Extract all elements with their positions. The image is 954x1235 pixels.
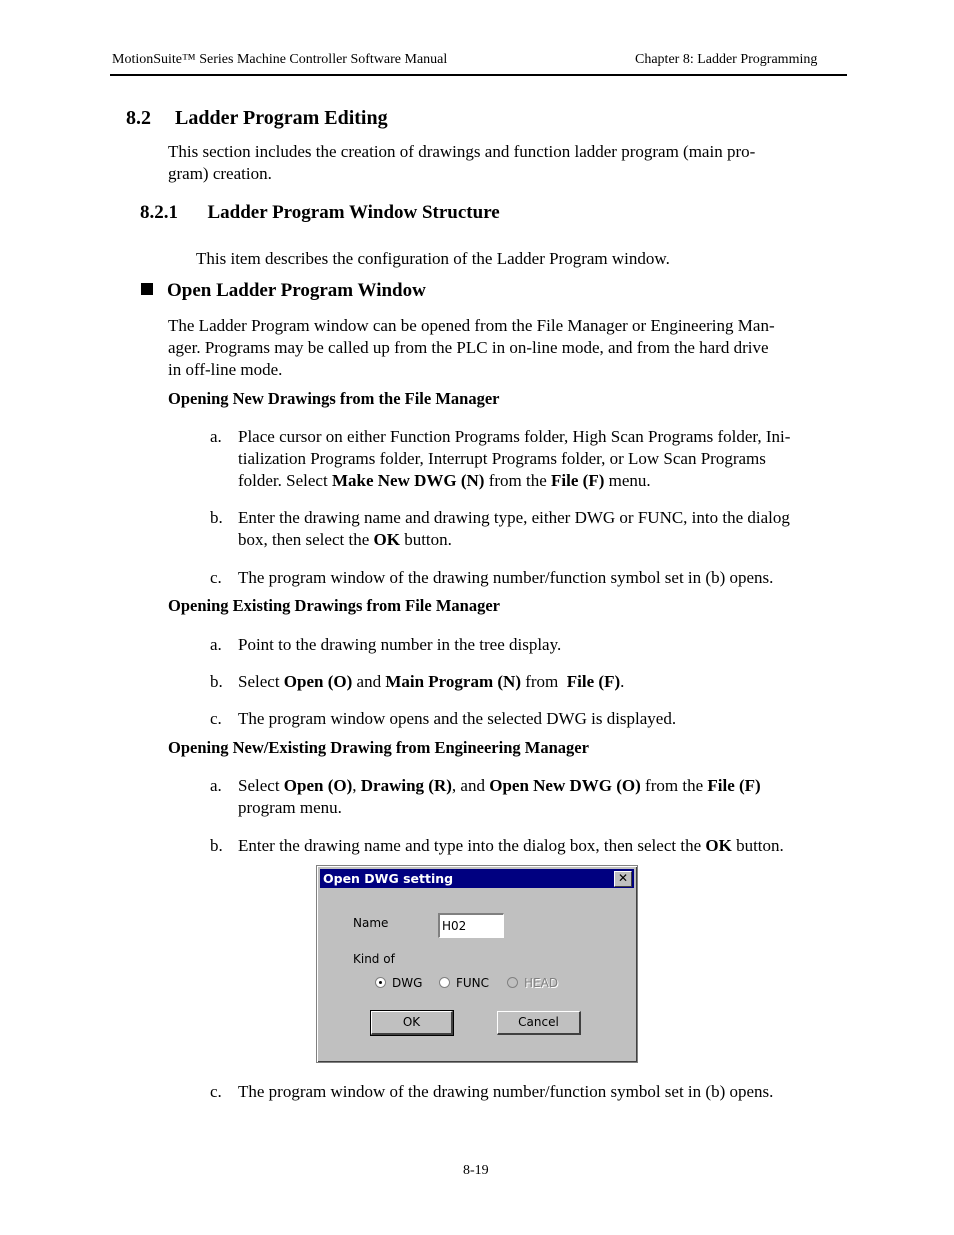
radio-selected-icon	[375, 977, 386, 988]
ok-button[interactable]: OK	[371, 1011, 453, 1035]
menu-command: File (F)	[551, 471, 605, 490]
dialog-title: Open DWG setting	[323, 871, 454, 886]
menu-command: Open (O)	[283, 776, 353, 795]
list-item-line: The program window opens and the selected DWG is displayed.	[238, 709, 677, 728]
menu-command: Open New DWG (O)	[489, 776, 641, 795]
radio-label: DWG	[392, 976, 423, 990]
text-run: , and	[451, 776, 490, 795]
list-item-line: Place cursor on either Function Programs folder, High Scan Programs folder, Ini-	[238, 427, 791, 446]
text-run: from the	[640, 776, 708, 795]
list-item-line: Point to the drawing number in the tree display.	[238, 635, 562, 654]
list-item-line: The program window of the drawing number/function symbol set in (b) opens.	[238, 1082, 774, 1101]
menu-command: OK	[373, 530, 400, 549]
list-marker: b.	[210, 672, 223, 691]
menu-command: Make New DWG (N)	[331, 471, 485, 490]
text-run: Select	[238, 776, 284, 795]
radio-head[interactable]	[507, 976, 579, 992]
section-heading	[126, 107, 388, 130]
list-item-line: The program window of the drawing number/function symbol set in (b) opens.	[238, 568, 774, 587]
topic-paragraph	[168, 315, 775, 381]
section-intro	[168, 141, 755, 185]
topic-paragraph-line: in off-line mode.	[168, 360, 283, 379]
list-marker: b.	[210, 836, 223, 855]
text-run: box, then select the	[238, 530, 374, 549]
dialog-title-bar	[320, 869, 634, 888]
text-run: button.	[731, 836, 784, 855]
text-run: ,	[352, 776, 361, 795]
cancel-button[interactable]: Cancel	[497, 1011, 581, 1035]
subsection-number: 8.2.1	[140, 202, 178, 223]
header-rule	[110, 74, 847, 76]
menu-command: File (F)	[566, 672, 621, 691]
radio-dwg[interactable]	[375, 976, 447, 992]
text-run: folder. Select	[238, 471, 332, 490]
topic-heading	[141, 280, 426, 302]
text-run: from the	[484, 471, 552, 490]
running-header-chapter: Chapter 8: Ladder Programming	[635, 52, 818, 67]
text-run: button.	[399, 530, 452, 549]
list-marker: c.	[210, 568, 222, 587]
list-item-line: Enter the drawing name and drawing type, either DWG or FUNC, into the dialog	[238, 508, 790, 527]
list-item-line: tialization Programs folder, Interrupt Programs folder, or Low Scan Programs	[238, 449, 766, 468]
procedure-heading: Opening Existing Drawings from File Manager	[168, 596, 500, 615]
radio-label: HEAD	[524, 976, 559, 990]
list-marker: a.	[210, 427, 222, 446]
menu-command: File (F)	[707, 776, 761, 795]
page-number: 8-19	[463, 1163, 489, 1178]
list-marker: b.	[210, 508, 223, 527]
name-label: Name	[353, 916, 389, 930]
open-dwg-dialog	[316, 865, 638, 1063]
list-marker: c.	[210, 1082, 222, 1101]
menu-command: Drawing (R)	[360, 776, 452, 795]
list-marker: a.	[210, 635, 222, 654]
subsection-intro: This item describes the configuration of the Ladder Program window.	[196, 249, 670, 268]
text-run: menu.	[604, 471, 651, 490]
list-item-line	[238, 529, 848, 551]
section-title: Ladder Program Editing	[175, 107, 388, 129]
close-icon[interactable]: ✕	[614, 871, 632, 887]
menu-command: OK	[705, 836, 732, 855]
section-number: 8.2	[126, 107, 151, 129]
subsection-title: Ladder Program Window Structure	[207, 202, 500, 223]
menu-command: Open (O)	[283, 672, 353, 691]
list-marker: c.	[210, 709, 222, 728]
radio-func[interactable]	[439, 976, 511, 992]
name-input[interactable]: H02	[438, 913, 504, 938]
topic-title: Open Ladder Program Window	[167, 280, 426, 301]
running-header-title: MotionSuite™ Series Machine Controller Software Manual	[112, 52, 448, 67]
list-item-line	[238, 470, 848, 492]
topic-paragraph-line: ager. Programs may be called up from the PLC in on-line mode, and from the hard drive	[168, 338, 769, 357]
radio-label: FUNC	[456, 976, 490, 990]
procedure-heading: Opening New/Existing Drawing from Engineering Manager	[168, 738, 589, 757]
section-intro-line: gram) creation.	[168, 164, 272, 183]
text-run: Select	[238, 672, 284, 691]
text-run: and	[352, 672, 386, 691]
radio-disabled-icon	[507, 977, 518, 988]
kind-label: Kind of	[353, 952, 395, 966]
list-item-line	[238, 835, 878, 857]
text-run: .	[620, 672, 625, 691]
list-item-line	[238, 775, 848, 797]
list-marker: a.	[210, 776, 222, 795]
list-item-line: program menu.	[238, 798, 342, 817]
square-bullet-icon	[141, 283, 153, 295]
list-item-line	[238, 671, 848, 693]
text-run: Enter the drawing name and type into the dialog box, then select the	[238, 836, 706, 855]
section-intro-line: This section includes the creation of drawings and function ladder program (main pro-	[168, 142, 756, 161]
text-run: from	[520, 672, 567, 691]
menu-command: Main Program (N)	[385, 672, 521, 691]
procedure-heading: Opening New Drawings from the File Manager	[168, 389, 500, 408]
subsection-heading	[140, 202, 500, 224]
radio-unselected-icon	[439, 977, 450, 988]
topic-paragraph-line: The Ladder Program window can be opened from the File Manager or Engineering Man-	[168, 316, 775, 335]
